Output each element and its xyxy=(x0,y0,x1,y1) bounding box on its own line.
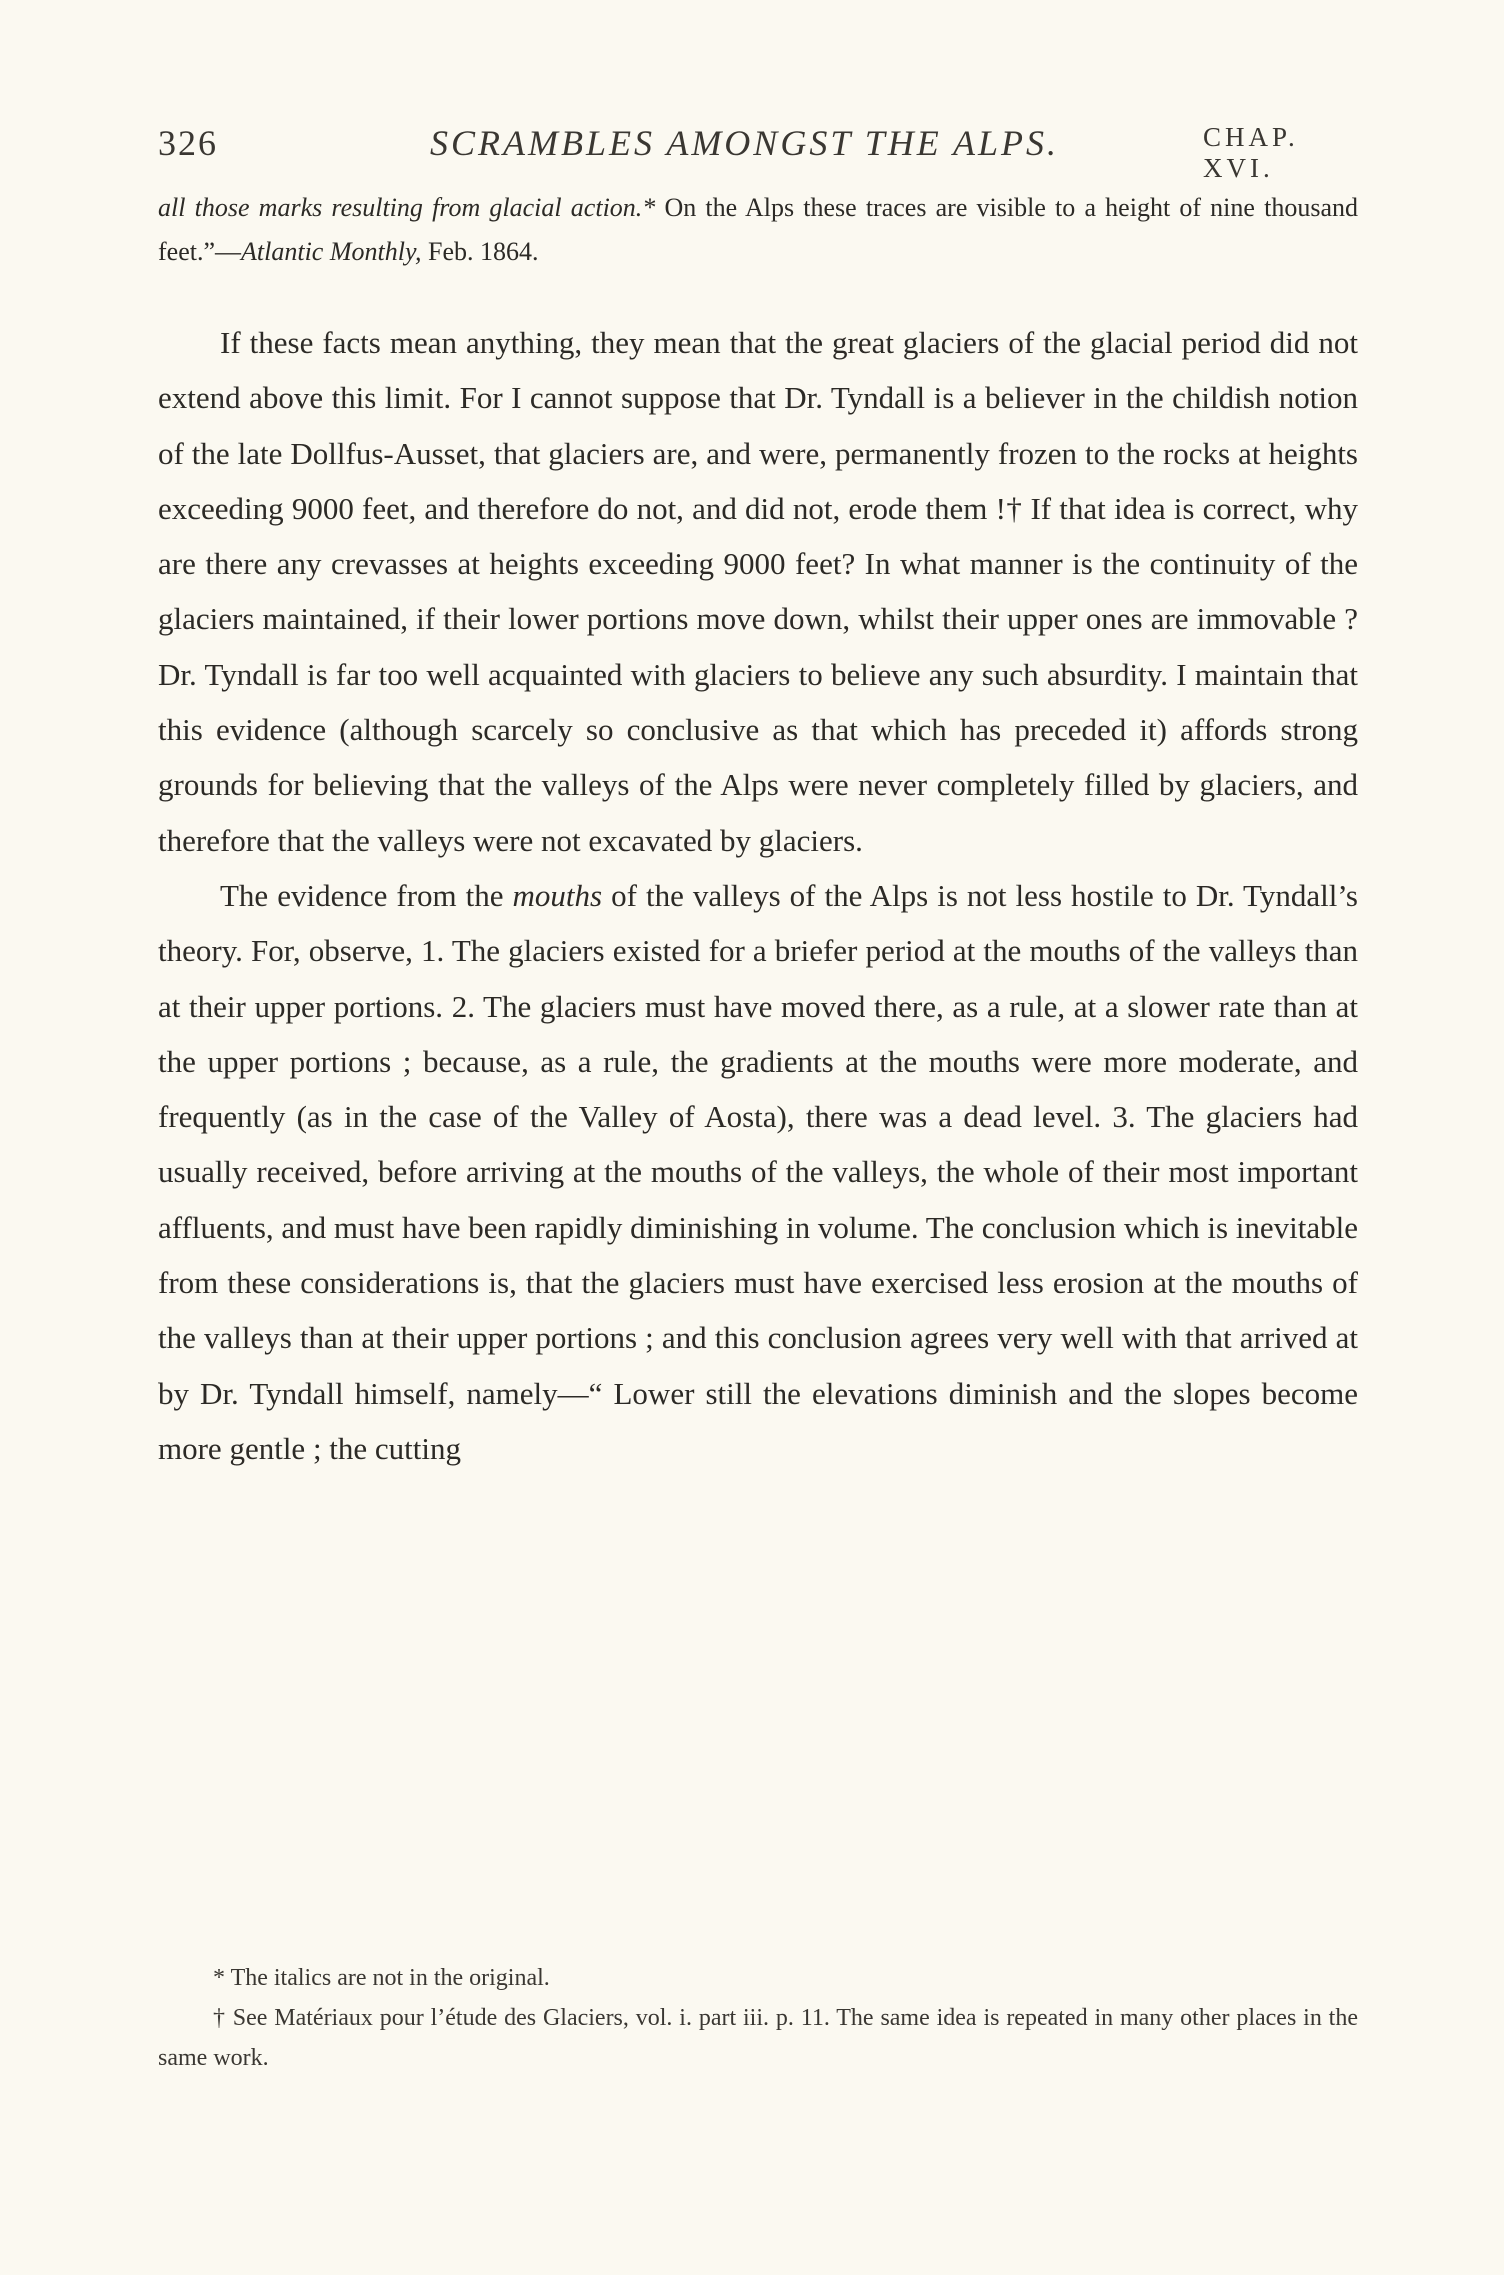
page-number: 326 xyxy=(158,123,218,163)
running-title: SCRAMBLES AMONGST THE ALPS. xyxy=(430,123,1060,163)
paragraph-2-italic: mouths xyxy=(512,877,603,913)
chapter-label: CHAP. XVI. xyxy=(1203,122,1299,183)
footnote-2-title: Matériaux pour l’étude des Glaciers, xyxy=(274,2005,629,2031)
footnote-2-prefix: † See xyxy=(213,2005,275,2031)
footnote-1: * The italics are not in the original. xyxy=(213,1965,550,1991)
body-text xyxy=(158,315,1358,1476)
footnote-2-rest: vol. i. part iii. p. 11. The same idea is repeated in many other places in the same work. xyxy=(158,2005,1359,2071)
quote-text: On the Alps these traces are visible to a height of nine thousand feet.”— xyxy=(158,193,1359,266)
paragraph-2-before: The evidence from the xyxy=(220,877,513,913)
paragraph-2 xyxy=(158,868,1358,1476)
quote-continuation xyxy=(158,186,1358,274)
paragraph-1: If these facts mean anything, they mean that the great glaciers of the glacial period did not extend above this limit. For I cannot suppose that Dr. Tyndall is a believer in the childish notion of the late Dollfus-Ausset, that glaciers are, and were, permanently frozen to the rocks at heights exceeding 9000 feet, and therefore do not, and did not, erode them !† If that idea is correct, why are there any crevasses at heights exceeding 9000 feet? In what manner is the continuity of the glaciers maintained, if their lower portions move down, whilst their upper ones are immovable ? Dr. Tyndall is far too well acquainted with glaciers to believe any such absurdity. I maintain that this evidence (although scarcely so conclusive as that which has preceded it) affords strong grounds for believing that the valleys of the Alps were never completely filled by glaciers, and therefore that the valleys were not excavated by glaciers. xyxy=(158,325,1358,858)
page-header xyxy=(158,122,1358,183)
footnote-2 xyxy=(158,1998,1358,2078)
quote-date: Feb. 1864. xyxy=(421,237,539,266)
paragraph-2-after: of the valleys of the Alps is not less hostile to Dr. Tyndall’s theory. For, observe, 1. The glaciers existed for a briefer period at the mouths of the valleys than at their upper portions. 2. The glaciers must have moved there, as a rule, at a slower rate than at the upper portions ; because, as a rule, the gradients at the mouths were more moderate, and frequently (as in the case of the Valley of Aosta), there was a dead level. 3. The glaciers had usually received, before arriving at the mouths of the valleys, the whole of their most important affluents, and must have been rapidly diminishing in volume. The conclusion which is inevitable from these considerations is, that the glaciers must have exercised less erosion at the mouths of the valleys than at their upper portions ; and this conclusion agrees very well with that arrived at by Dr. Tyndall himself, namely—“ Lower still the elevations diminish and the slopes become more gentle ; the cutting xyxy=(158,877,1358,1466)
quote-paragraph xyxy=(158,186,1358,274)
quote-italic-text: all those marks resulting from glacial action.* xyxy=(158,193,656,222)
quote-source: Atlantic Monthly, xyxy=(241,237,422,266)
footnotes xyxy=(158,1958,1358,2078)
